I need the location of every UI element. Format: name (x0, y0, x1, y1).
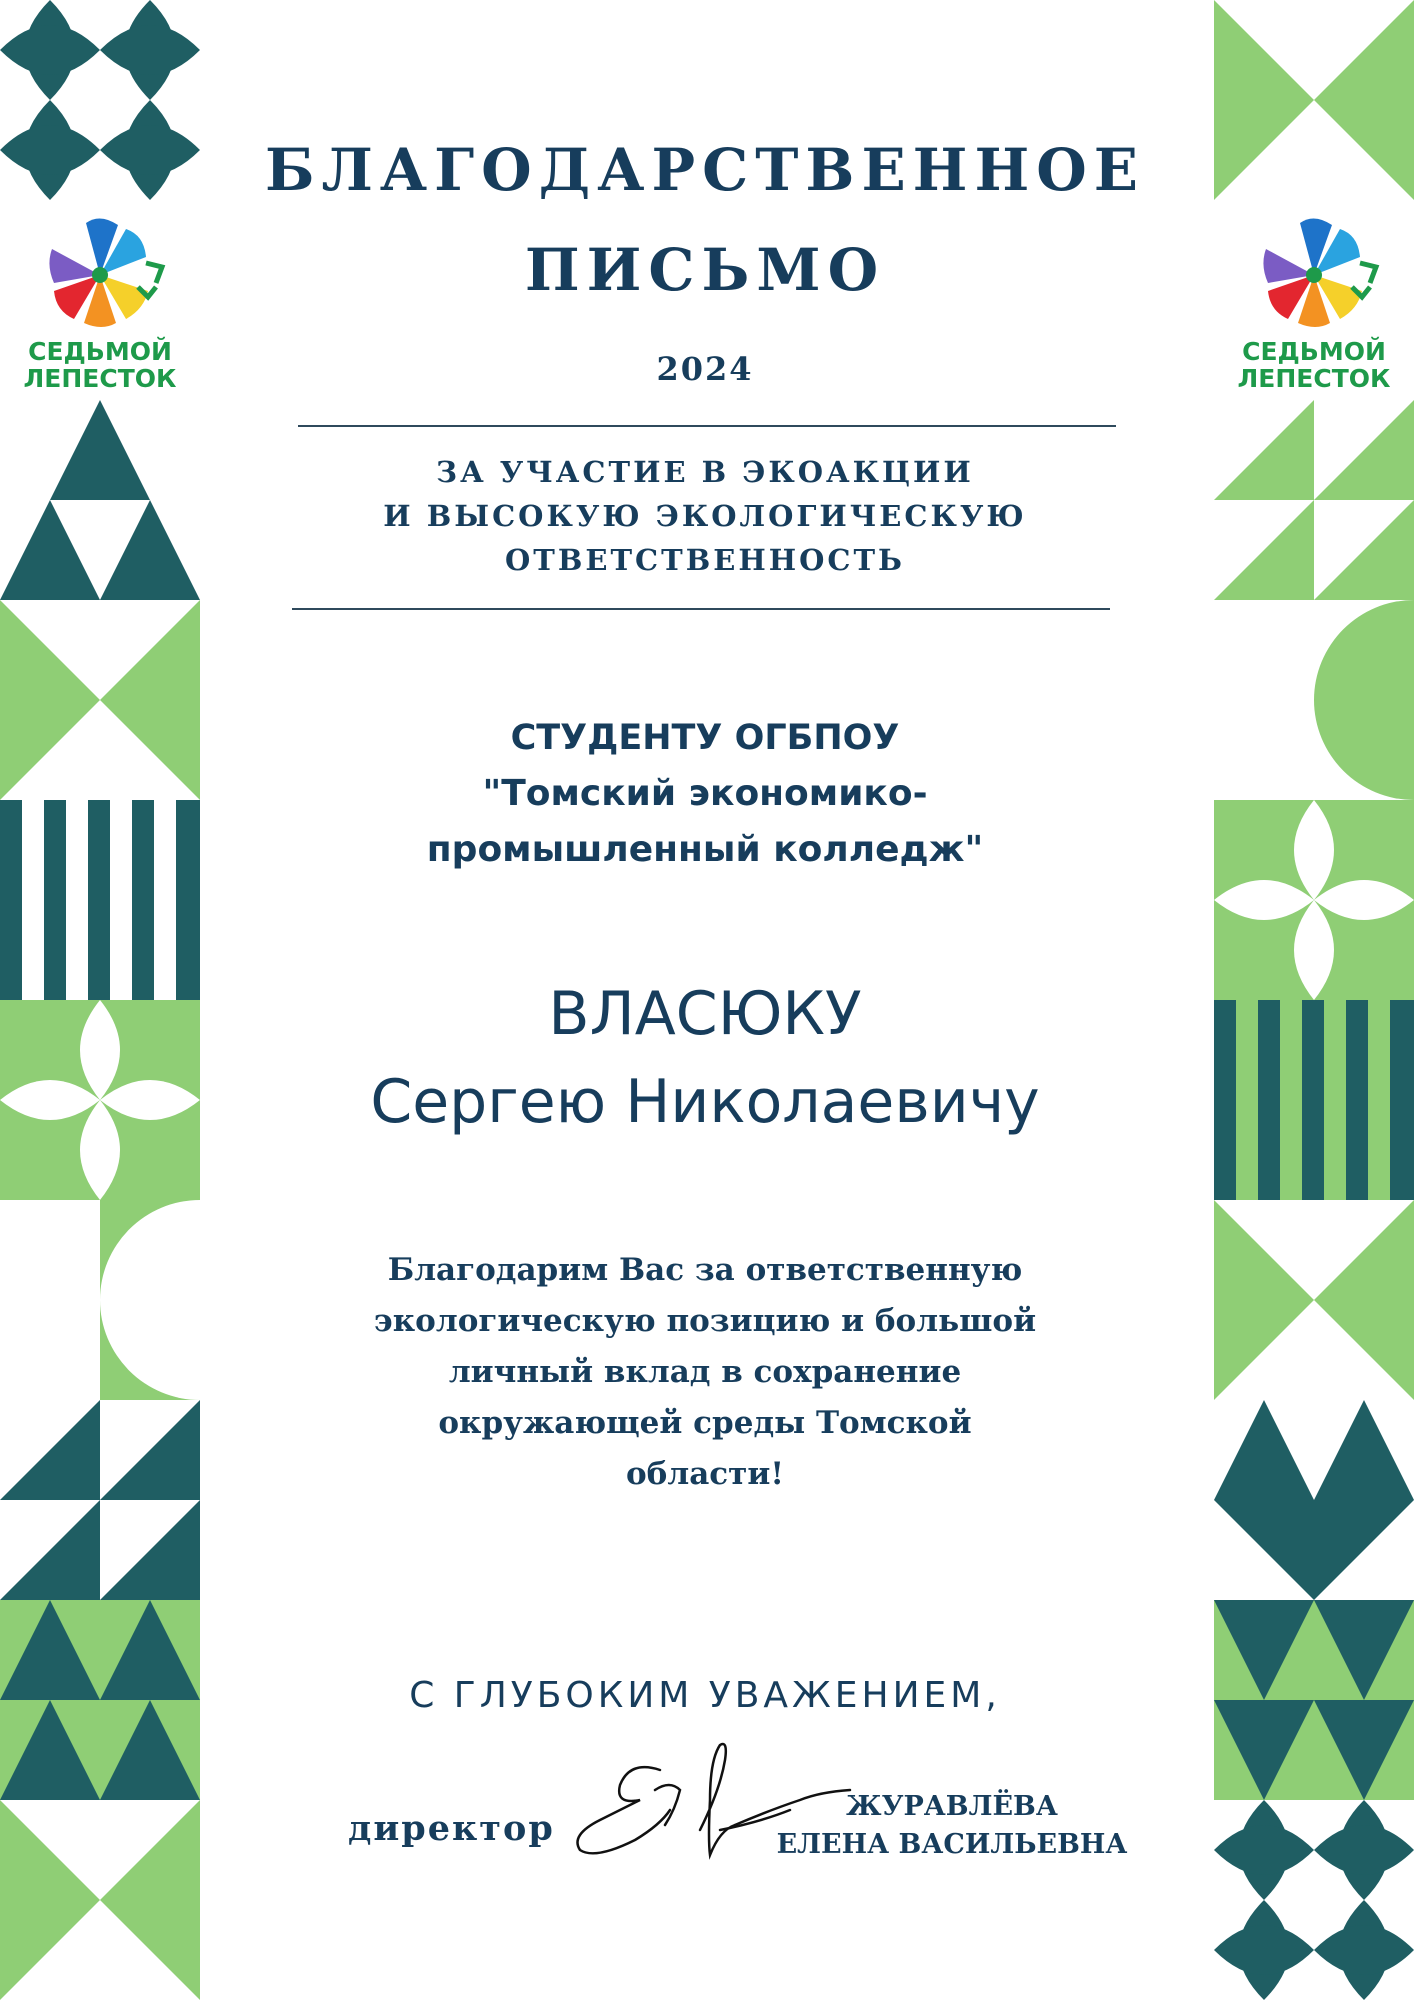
message-line: личный вклад в сохранение (448, 1354, 962, 1390)
signer-surname: ЖУРАВЛЁВА (846, 1791, 1058, 1822)
recipient-surname: ВЛАСЮКУ (548, 979, 862, 1049)
recipient-organization (260, 710, 1150, 878)
recipient-org-line: "Томский экономико- (482, 773, 928, 814)
triangle-tile (1214, 1400, 1414, 1600)
signer-role: директор (348, 1808, 555, 1849)
quatrefoil-tile (0, 0, 200, 200)
triangle-tile (0, 400, 200, 600)
green-triangle-tile (0, 1600, 200, 1800)
signer-given-names: ЕЛЕНА ВАСИЛЬЕВНА (776, 1829, 1128, 1860)
recipient-org-line: промышленный колледж" (426, 829, 984, 870)
flower-logo-icon (49, 218, 162, 327)
bowtie-tile-bottom (0, 1800, 200, 2000)
recipient-given-names: Сергею Николаевичу (370, 1067, 1040, 1137)
message-line: Благодарим Вас за ответственную (387, 1252, 1023, 1288)
recycle-icon (1352, 263, 1376, 297)
bowtie-tile (0, 600, 200, 800)
closing-phrase: С ГЛУБОКИМ УВАЖЕНИЕМ, (409, 1675, 1001, 1716)
recycle-icon (138, 263, 162, 297)
reason-line: ЗА УЧАСТИЕ В ЭКОАКЦИИ (436, 455, 974, 489)
flower-logo-icon (1263, 218, 1376, 327)
stripes-tile (1214, 1000, 1414, 1200)
title-line: ПИСЬМО (524, 236, 886, 304)
diagonal-triangle-tile (0, 1400, 200, 1600)
logo-center-dot (1306, 267, 1322, 283)
flower-tile (0, 1000, 200, 1200)
logo-text-line2: ЛЕПЕСТОК (23, 364, 177, 393)
logo-text-line1: СЕДЬМОЙ (28, 337, 172, 366)
logo-center-dot (92, 267, 108, 283)
diagonal-tile (1214, 400, 1414, 600)
year: 2024 (656, 350, 754, 388)
message-line: области! (626, 1456, 784, 1492)
title-line: БЛАГОДАРСТВЕННОЕ (265, 136, 1145, 204)
thank-you-message (260, 1245, 1150, 1500)
award-reason (260, 450, 1150, 582)
stripes-tile (0, 800, 200, 1000)
flower-tile (1214, 800, 1414, 1000)
half-circle-tile (0, 1200, 200, 1400)
divider-top (298, 425, 1116, 427)
bowtie-tile (1214, 0, 1414, 200)
message-line: окружающей среды Томской (438, 1405, 972, 1441)
recipient-name (260, 970, 1150, 1146)
divider-bottom (292, 608, 1110, 610)
logo-right (1214, 200, 1414, 400)
reason-line: И ВЫСОКУЮ ЭКОЛОГИЧЕСКУЮ (383, 499, 1027, 533)
logo-text-line2: ЛЕПЕСТОК (1237, 364, 1391, 393)
half-circle-tile (1214, 600, 1414, 800)
recipient-org-line: СТУДЕНТУ ОГБПОУ (510, 718, 900, 758)
green-triangle-tile (1214, 1600, 1414, 1800)
signer-name (772, 1788, 1132, 1864)
logo-left (0, 200, 200, 400)
document-title (260, 120, 1150, 320)
bowtie-tile-2 (1214, 1200, 1414, 1400)
message-line: экологическую позицию и большой (373, 1303, 1037, 1339)
reason-line: ОТВЕТСТВЕННОСТЬ (505, 543, 905, 577)
logo-text-line1: СЕДЬМОЙ (1242, 337, 1386, 366)
quatrefoil-tile (1214, 1800, 1414, 2000)
